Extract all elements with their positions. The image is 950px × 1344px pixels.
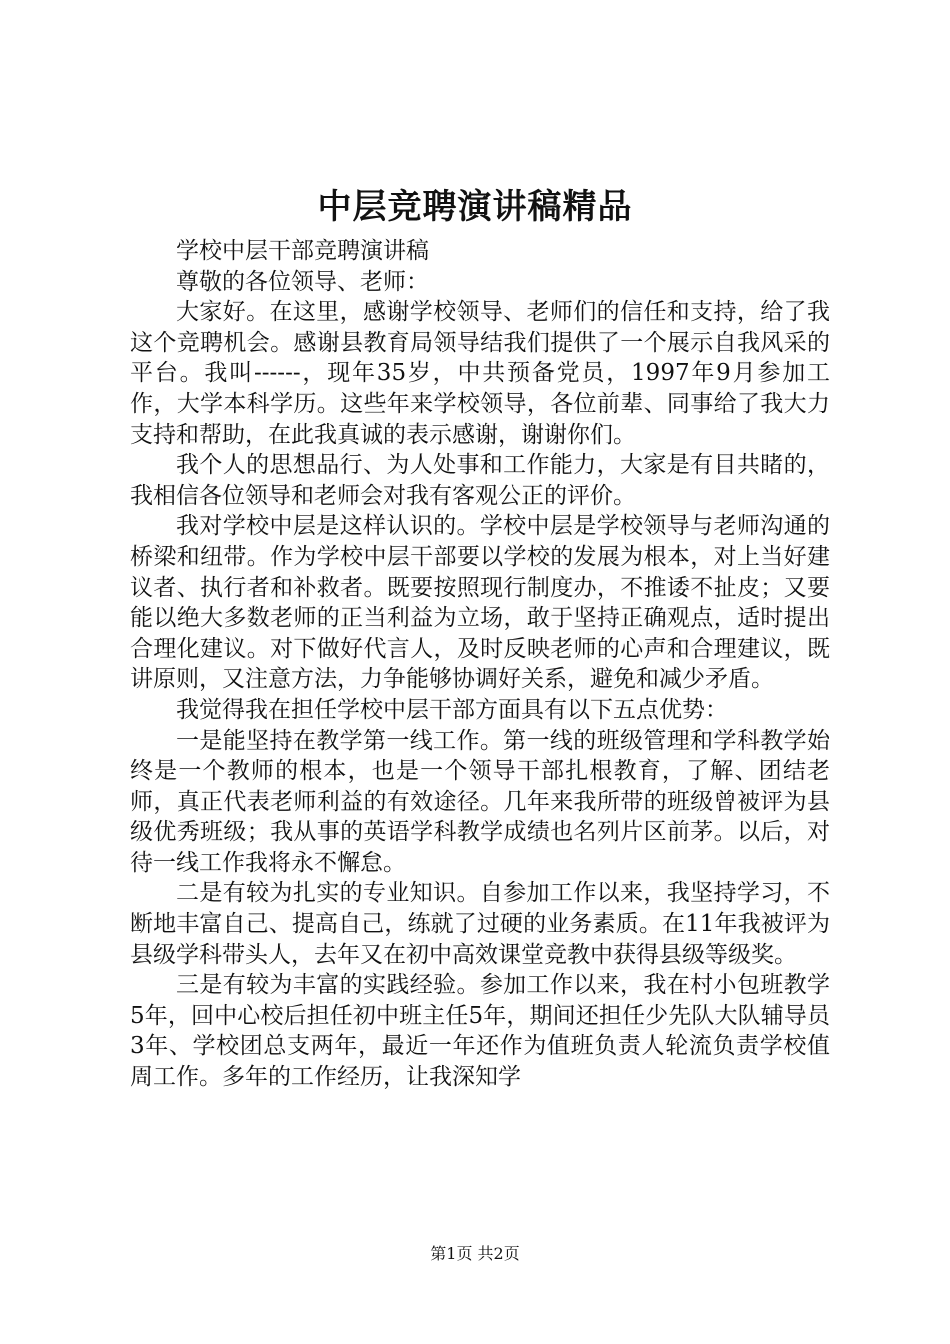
paragraph-subtitle: 学校中层干部竞聘演讲稿 xyxy=(176,238,429,264)
paragraph-advantage-three: 三是有较为丰富的实践经验。参加工作以来，我在村小包班教学5年，回中心校后担任初中班主任5年，期间还担任少先队大队辅导员3年、学校团总支两年，最近一年还作为值班负责人轮流负责学校值周工作。多年的工作经历，让我深知学 xyxy=(130,972,830,1091)
paragraph-advantage-two: 二是有较为扎实的专业知识。自参加工作以来，我坚持学习，不断地丰富自己、提高自己，练就了过硬的业务素质。在11年我被评为县级学科带头人，去年又在初中高效课堂竞教中获得县级等级奖。 xyxy=(130,880,830,968)
document-body xyxy=(130,236,830,1093)
paragraph-salutation: 尊敬的各位领导、老师： xyxy=(176,268,429,295)
paragraph-character: 我个人的思想品行、为人处事和工作能力，大家是有目共睹的，我相信各位领导和老师会对我有客观公正的评价。 xyxy=(130,452,830,509)
page-footer: 第1页 共2页 xyxy=(430,1244,520,1263)
paragraph-advantages-lead: 我觉得我在担任学校中层干部方面具有以下五点优势： xyxy=(176,696,728,723)
paragraph-understanding: 我对学校中层是这样认识的。学校中层是学校领导与老师沟通的桥梁和纽带。作为学校中层干部要以学校的发展为根本，对上当好建议者、执行者和补救者。既要按照现行制度办，不推诿不扯皮；又要能以绝大多数老师的正当利益为立场，敢于坚持正确观点，适时提出合理化建议。对下做好代言人，及时反映老师的心声和合理建议，既讲原则，又注意方法，力争能够协调好关系，避免和减少矛盾。 xyxy=(130,513,830,693)
document-title: 中层竞聘演讲稿精品 xyxy=(317,187,633,227)
paragraph-advantage-one: 一是能坚持在教学第一线工作。第一线的班级管理和学科教学始终是一个教师的根本，也是一个领导干部扎根教育，了解、团结老师，真正代表老师利益的有效途径。几年来我所带的班级曾被评为县级优秀班级；我从事的英语学科教学成绩也名列片区前茅。以后，对待一线工作我将永不懈怠。 xyxy=(130,727,830,876)
paragraph-intro: 大家好。在这里，感谢学校领导、老师们的信任和支持，给了我这个竞聘机会。感谢县教育局领导结我们提供了一个展示自我风采的平台。我叫------，现年35岁，中共预备党员，1997年9月参加工作，大学本科学历。这些年来学校领导，各位前辈、同事给了我大力支持和帮助，在此我真诚的表示感谢，谢谢你们。 xyxy=(130,299,830,448)
